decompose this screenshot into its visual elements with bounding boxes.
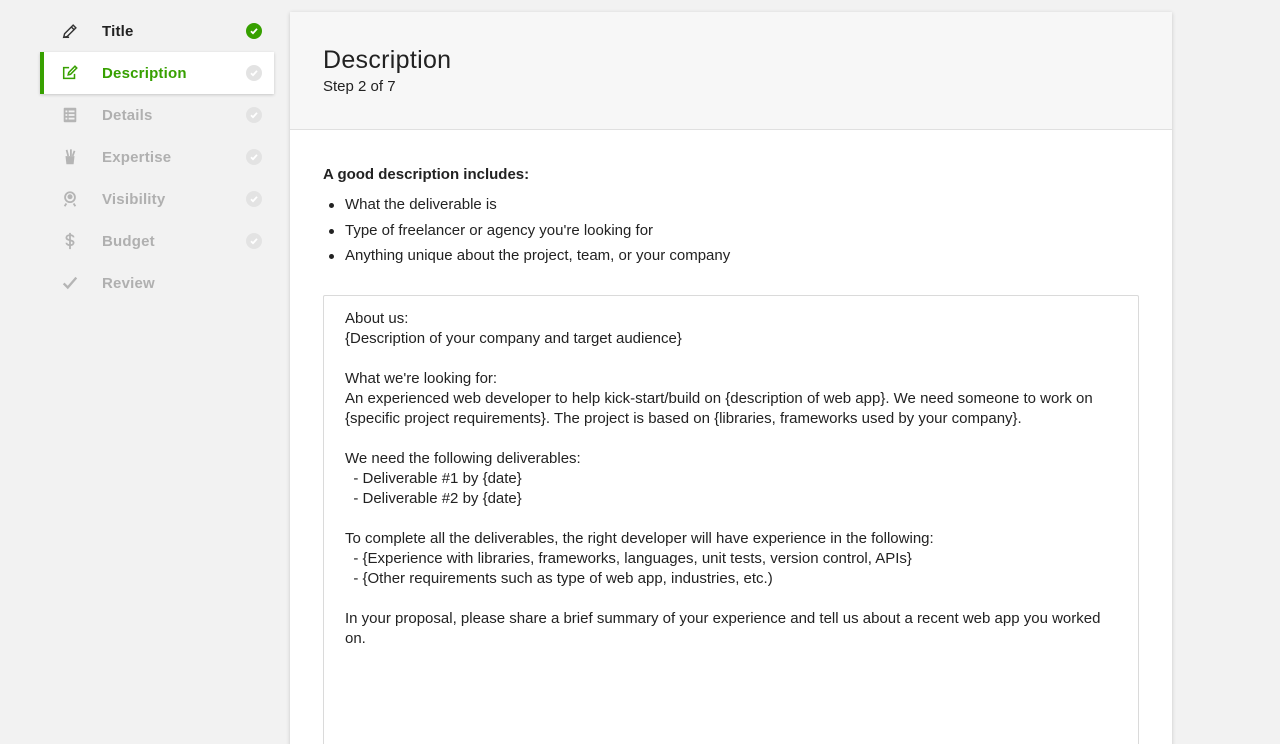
step-label: Details xyxy=(102,106,153,124)
check-circle-icon xyxy=(246,233,262,249)
panel-body xyxy=(290,130,1172,744)
list-item: Type of freelancer or agency you're looking for xyxy=(323,218,1139,244)
list-item: Anything unique about the project, team, or your company xyxy=(323,243,1139,269)
tools-icon xyxy=(60,147,80,167)
pencil-icon xyxy=(60,21,80,41)
list-item: What the deliverable is xyxy=(323,192,1139,218)
step-label: Visibility xyxy=(102,190,166,208)
step-budget[interactable] xyxy=(40,220,274,262)
page-title: Description xyxy=(323,46,452,74)
step-title[interactable] xyxy=(40,10,274,52)
step-expertise[interactable] xyxy=(40,136,274,178)
check-circle-icon xyxy=(246,149,262,165)
step-label: Review xyxy=(102,274,155,292)
step-sidebar xyxy=(40,10,274,304)
step-description[interactable] xyxy=(40,52,274,94)
checkmark-icon xyxy=(60,273,80,293)
tips-heading: A good description includes: xyxy=(323,166,530,183)
step-counter: Step 2 of 7 xyxy=(323,78,396,95)
description-panel xyxy=(290,12,1172,744)
step-label: Description xyxy=(102,64,187,82)
step-label: Expertise xyxy=(102,148,172,166)
description-textarea[interactable]: About us: {Description of your company and target audience} What we're looking for: An experienced web developer to help kick-start/build on {description of web app}. We need someone to work on {specific project requirements}. The project is based on {libraries, frameworks used by your company}. We need the following deliverables: - Deliverable #1 by {date} - Deliverable #2 by {date} To complete all the deliverables, the right developer will have experience in the following: - {Experience with libraries, frameworks, languages, unit tests, version control, APIs} - {Other requirements such as type of web app, industries, etc.) In your proposal, please share a brief summary of your experience and tell us about a recent web app you worked on. xyxy=(323,295,1139,744)
step-review[interactable] xyxy=(40,262,274,304)
tips-list xyxy=(323,192,1139,269)
dollar-icon xyxy=(60,231,80,251)
check-circle-icon xyxy=(246,191,262,207)
step-visibility[interactable] xyxy=(40,178,274,220)
check-circle-icon xyxy=(246,23,262,39)
step-details[interactable] xyxy=(40,94,274,136)
visibility-icon xyxy=(60,189,80,209)
panel-header xyxy=(290,12,1172,130)
check-circle-icon xyxy=(246,107,262,123)
step-label: Budget xyxy=(102,232,155,250)
check-circle-icon xyxy=(246,65,262,81)
list-icon xyxy=(60,105,80,125)
edit-icon xyxy=(60,63,80,83)
step-label: Title xyxy=(102,22,134,40)
